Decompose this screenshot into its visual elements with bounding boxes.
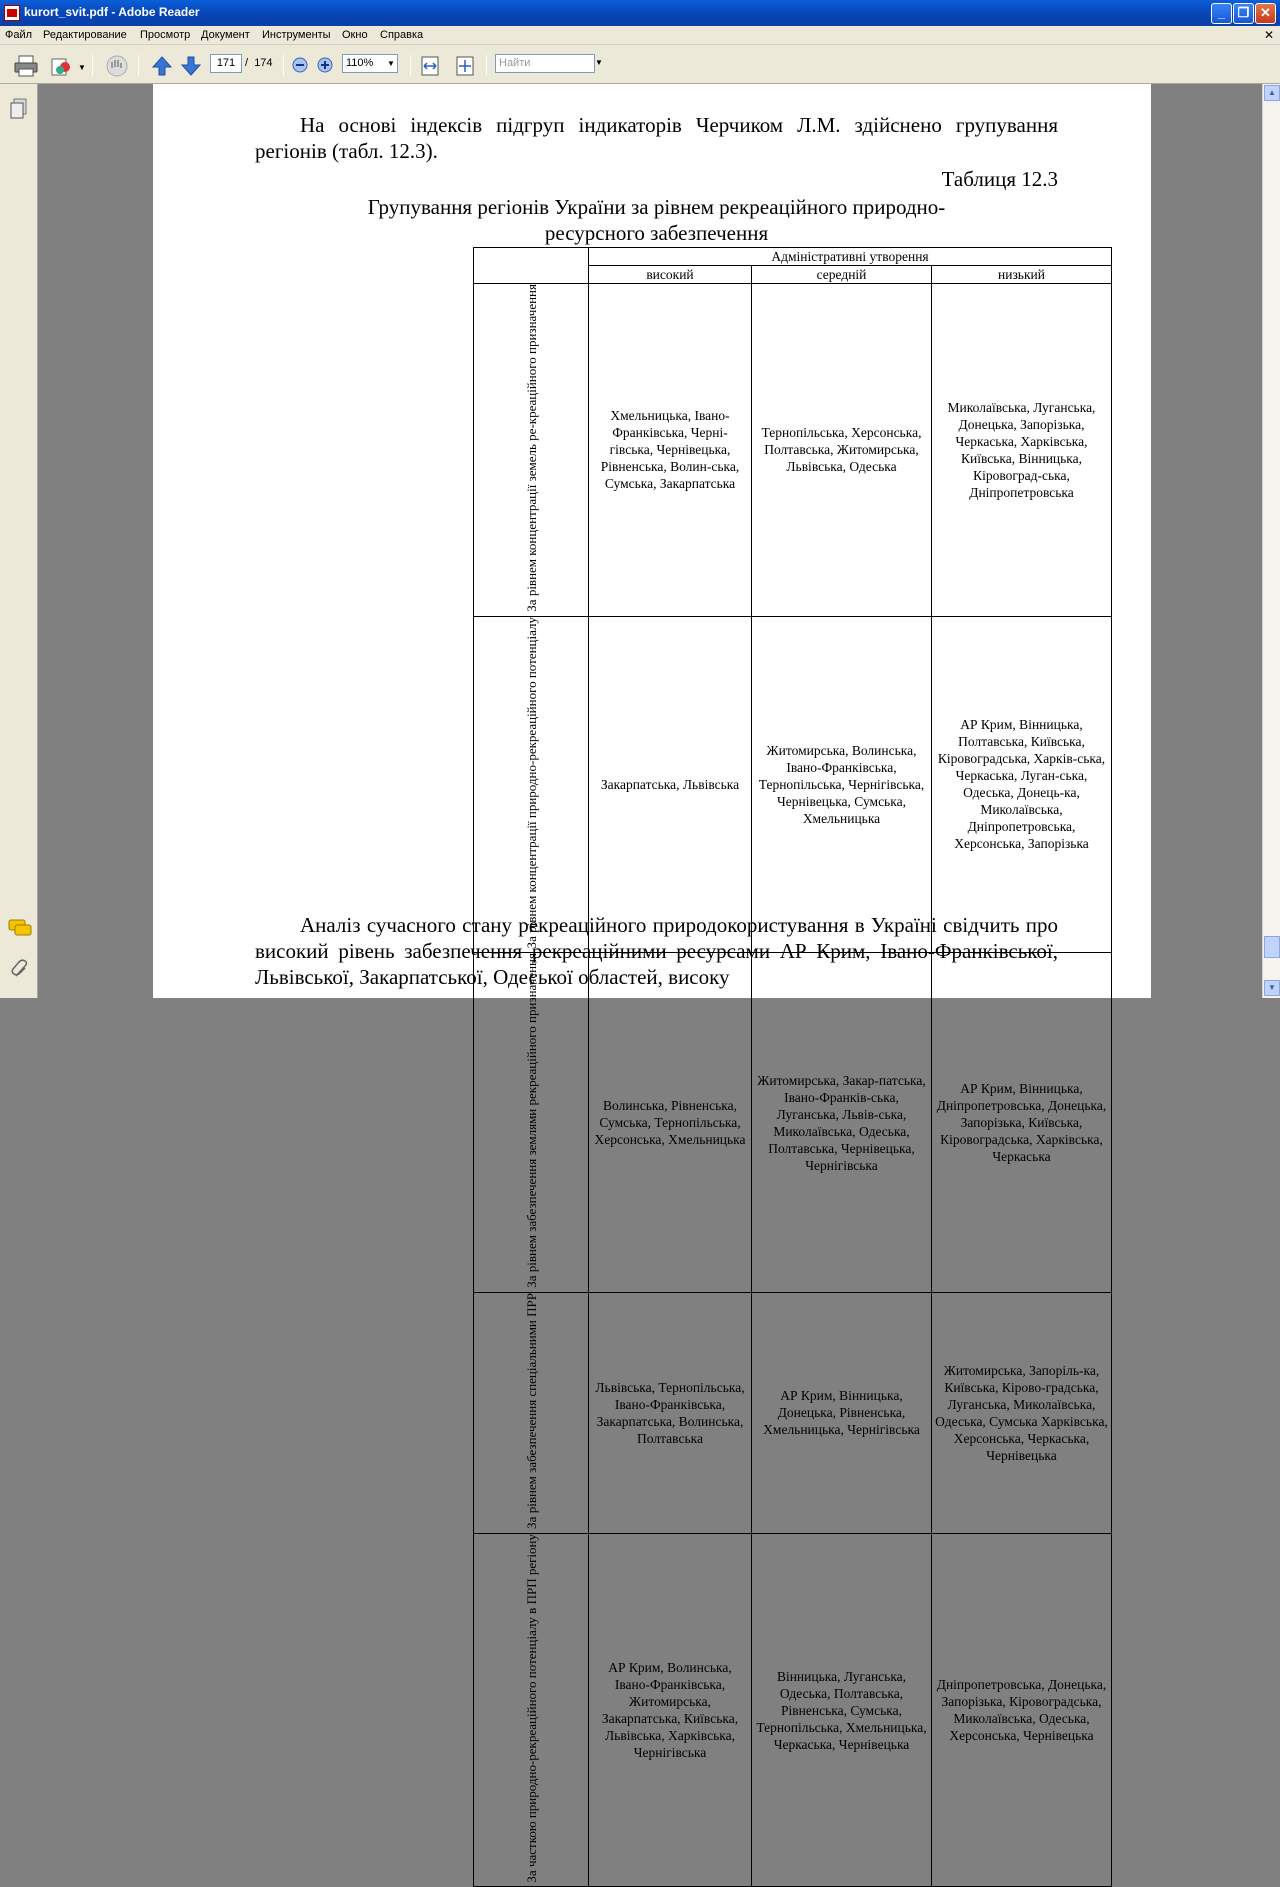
pdf-page [153, 84, 1151, 1883]
header-corner-cell [474, 248, 589, 284]
toolbar [0, 45, 1280, 84]
table-cell: Закарпатська, Львівська [589, 616, 752, 952]
scroll-down-icon[interactable]: ▼ [1264, 980, 1280, 996]
row-label: За рівнем забезпечення спеціальними ПРР [523, 1292, 539, 1529]
page-number-input[interactable]: 171 [210, 54, 242, 73]
row-label-cell [474, 1292, 589, 1533]
print-icon[interactable] [14, 55, 38, 77]
zoom-level-select[interactable]: 110% ▼ [342, 54, 398, 73]
vertical-scrollbar[interactable] [1262, 84, 1280, 998]
table-number: Таблиця 12.3 [941, 167, 1058, 191]
menu-document[interactable]: Документ [201, 29, 250, 41]
previous-page-icon[interactable] [151, 55, 173, 77]
row-label-cell [474, 284, 589, 617]
document-close-icon[interactable]: ✕ [1263, 28, 1274, 42]
table-row [474, 616, 1112, 952]
toolbar-separator [486, 55, 487, 75]
comments-panel-icon[interactable] [8, 918, 32, 938]
table-cell: Житомирська, Волинська, Івано-Франківська, Тернопільська, Чернігівська, Чернівецька, Сумська, Хмельницька [752, 616, 932, 952]
table-caption-line1: Групування регіонів України за рівнем рекреаційного природно- [367, 195, 946, 219]
scroll-thumb[interactable] [1264, 936, 1280, 958]
adobe-reader-icon [4, 5, 20, 21]
scroll-up-icon[interactable]: ▲ [1264, 85, 1280, 101]
table-cell: Миколаївська, Луганська, Донецька, Запорізька, Черкаська, Харківська, Київська, Вінницька, Кіровоград-ська, Дніпропетровська [932, 284, 1112, 617]
toolbar-separator [283, 55, 284, 75]
minimize-button[interactable]: _ [1211, 3, 1232, 24]
find-dropdown-icon[interactable]: ▼ [595, 58, 603, 67]
zoom-dropdown-icon[interactable]: ▼ [387, 59, 395, 68]
find-input[interactable]: Найти [495, 54, 595, 73]
row-label: За часткою природно-рекреаційного потенціалу в ПРП регіону [523, 1533, 539, 1883]
hand-tool-icon[interactable] [104, 54, 130, 78]
table-row [474, 1292, 1112, 1533]
toolbar-separator [92, 55, 93, 75]
table-cell: АР Крим, Вінницька, Полтавська, Київська, Кіровоградська, Харків-ська, Черкаська, Луган-ська, Одеська, Донець-ка, Миколаївська, Дніпропетровська, Херсонська, Запорізька [932, 616, 1112, 952]
menu-edit[interactable]: Редактирование [43, 29, 127, 41]
table-cell: Волинська, Рівненська, Сумська, Тернопільська, Херсонська, Хмельницька [589, 953, 752, 1293]
row-label-cell [474, 953, 589, 1293]
title-bar [0, 0, 1280, 26]
column-header-low: низький [932, 266, 1112, 284]
column-header-high: високий [589, 266, 752, 284]
table-cell: Хмельницька, Івано-Франківська, Черні-гівська, Чернівецька, Рівненська, Волин-ська, Сумська, Закарпатська [589, 284, 752, 617]
table-caption-line2: ресурсного забезпечення [544, 221, 769, 245]
pages-panel-icon[interactable] [10, 98, 28, 120]
row-label: За рівнем концентрації земель ре-креаційного призначення [523, 284, 539, 612]
collaborate-dropdown-icon[interactable]: ▼ [78, 63, 86, 72]
row-label: За рівнем забезпечення землями рекреаційного призначення [523, 953, 539, 1288]
fit-width-icon[interactable] [419, 55, 441, 77]
row-label-cell [474, 616, 589, 952]
zoom-in-icon[interactable] [317, 57, 333, 73]
menu-window[interactable]: Окно [342, 29, 368, 41]
menu-view[interactable]: Просмотр [140, 29, 191, 41]
collaborate-icon[interactable] [50, 55, 74, 77]
next-page-icon[interactable] [180, 55, 202, 77]
table-cell: Житомирська, Запоріль-ка, Київська, Кірово-градська, Луганська, Миколаївська, Одеська, Сумська Харківська, Херсонська, Черкаська, Чернівецька [932, 1292, 1112, 1533]
menu-file[interactable]: Файл [5, 29, 33, 41]
table-cell: Тернопільська, Херсонська, Полтавська, Житомирська, Львівська, Одеська [752, 284, 932, 617]
menu-help[interactable]: Справка [380, 29, 424, 41]
maximize-button[interactable]: ❐ [1233, 3, 1254, 24]
menu-bar [0, 26, 1280, 45]
header-group-cell: Адміністративні утворення [589, 248, 1112, 266]
toolbar-separator [410, 55, 411, 75]
table-row [474, 284, 1112, 617]
table-cell: Вінницька, Луганська, Одеська, Полтавська, Рівненська, Сумська, Тернопільська, Хмельницька, Черкаська, Чернівецька [752, 1533, 932, 1887]
table-row [474, 1533, 1112, 1887]
row-label-cell [474, 1533, 589, 1887]
table-cell: АР Крим, Вінницька, Дніпропетровська, Донецька, Запорізька, Київська, Кіровоградська, Харківська, Черкаська [932, 953, 1112, 1293]
window-title: kurort_svit.pdf - Adobe Reader [24, 5, 200, 19]
table-cell: АР Крим, Вінницька, Донецька, Рівненська, Хмельницька, Чернігівська [752, 1292, 932, 1533]
table-row [474, 953, 1112, 1293]
table-cell: Дніпропетровська, Донецька, Запорізька, Кіровоградська, Миколаївська, Одеська, Херсонська, Чернівецька [932, 1533, 1112, 1887]
menu-tools[interactable]: Инструменты [262, 29, 331, 41]
attachments-panel-icon[interactable] [10, 958, 30, 980]
table-cell: Житомирська, Закар-патська, Івано-Франків-ська, Луганська, Львів-ська, Миколаївська, Одеська, Полтавська, Чернівецька, Чернігівська [752, 953, 932, 1293]
zoom-out-icon[interactable] [292, 57, 308, 73]
toolbar-separator [138, 55, 139, 75]
row-label: За рівнем концентрації природно-рекреаційного потенціалу [523, 616, 539, 949]
table-cell: АР Крим, Волинська, Івано-Франківська, Житомирська, Закарпатська, Київська, Львівська, Харківська, Чернігівська [589, 1533, 752, 1887]
column-header-medium: середній [752, 266, 932, 284]
close-button[interactable]: ✕ [1255, 3, 1276, 24]
regions-table [473, 247, 1112, 1887]
intro-paragraph: На основі індексів підгруп індикаторів Черчиком Л.М. здійснено групування регіонів (табл. 12.3). [255, 113, 1058, 163]
closing-paragraph: Аналіз сучасного стану рекреаційного природокористування в Україні свідчить про високий рівень забезпечення рекреаційними ресурсами АР Крим, Івано-Франківської, Львівської, Закарпатської, Одеської областей, високу [255, 913, 1058, 989]
fit-page-icon[interactable] [454, 55, 476, 77]
page-total: / 174 [245, 57, 273, 69]
navigation-panel [0, 84, 38, 998]
table-cell: Львівська, Тернопільська, Івано-Франківська, Закарпатська, Волинська, Полтавська [589, 1292, 752, 1533]
document-viewer[interactable] [38, 84, 1262, 1883]
table-header-row [474, 248, 1112, 266]
